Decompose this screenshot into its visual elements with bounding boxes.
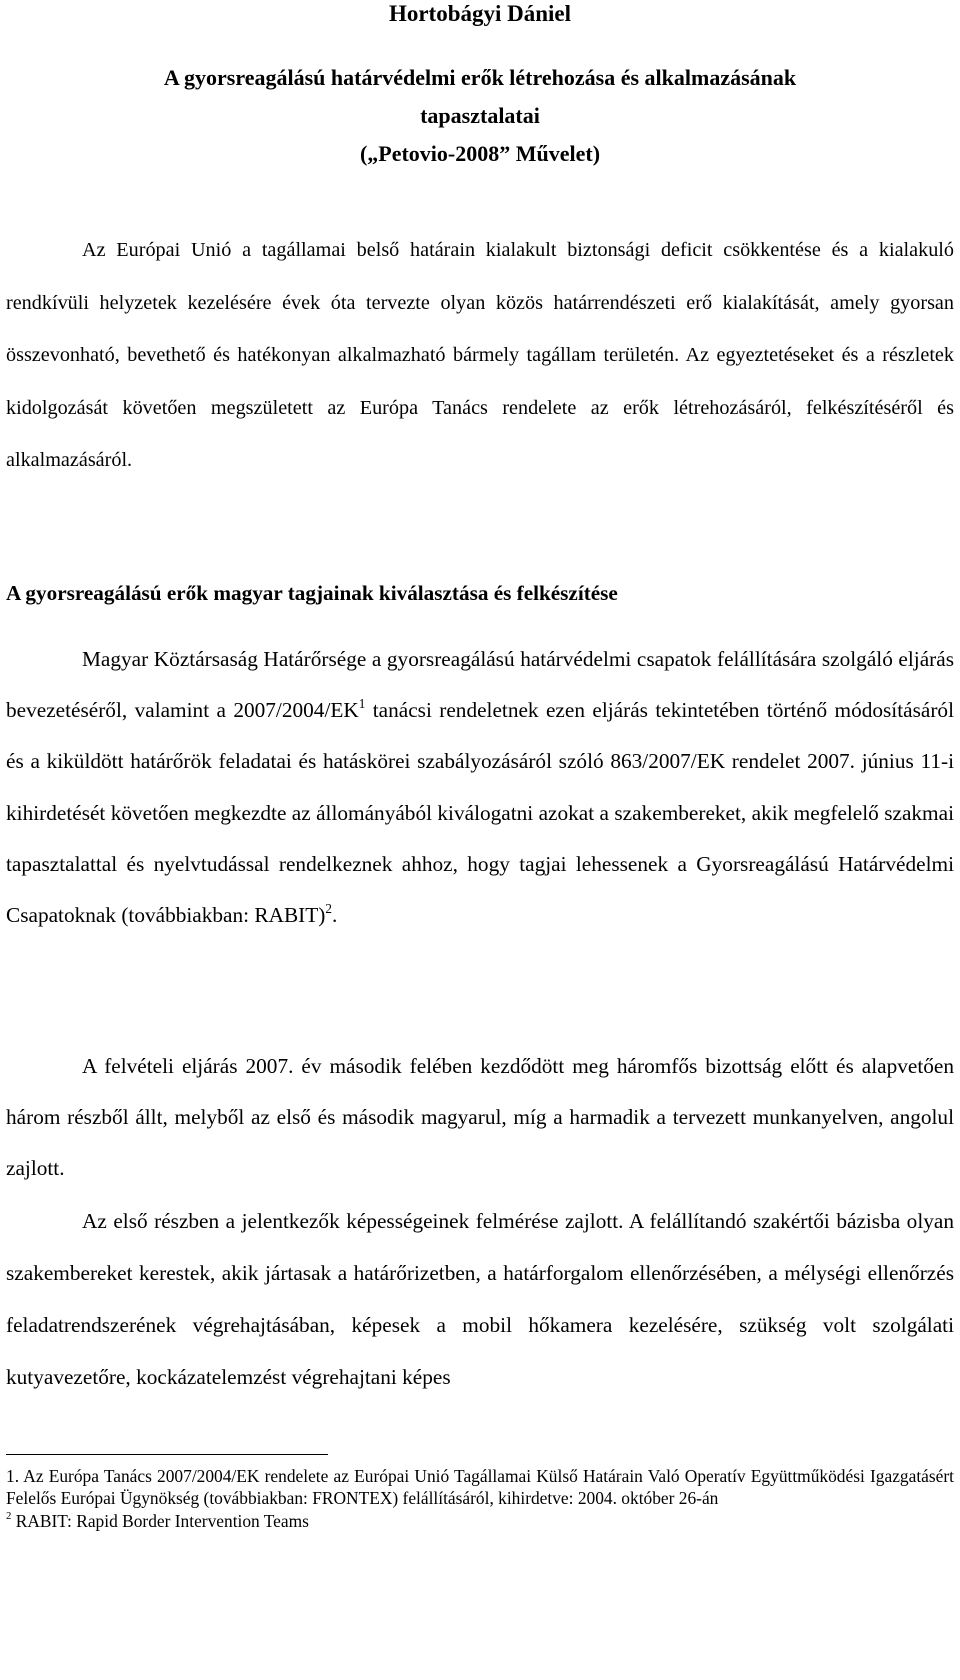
- footnotes: [6, 1465, 954, 1532]
- intro-paragraph: [6, 224, 954, 487]
- first-part-text: Az első részben a jelentkezők képességeinek felmérése zajlott. A felállítandó szakértői bázisba olyan szakembereket kerestek, akik jártasak a határőrizetben, a határforgalom ellenőrzésében, a mélységi ellenőrzés feladatrendszerének végrehajtásában, képesek a mobil hőkamera kezelésére, szükség volt szolgálati kutyavezetőre, kockázatelemzést végrehajtani képes: [6, 1209, 954, 1389]
- footnote-separator: [6, 1454, 328, 1455]
- admission-paragraph: [6, 1041, 954, 1195]
- document-title: [0, 59, 960, 173]
- footnote-1: [6, 1465, 954, 1510]
- admission-text: A felvételi eljárás 2007. év második felében kezdődött meg háromfős bizottság előtt és alapvetően három részből állt, melyből az első és második magyarul, míg a harmadik a tervezett munkanyelven, angolul zajlott.: [6, 1054, 954, 1181]
- footnote-2: [6, 1510, 954, 1532]
- title-line-3: („Petovio-2008” Művelet): [359, 141, 601, 166]
- selection-text-part1: Magyar Köztársaság Határőrsége a gyorsreagálású határvédelmi csapatok felállítására szolgáló eljárás bevezetéséről, valamint a 2007/2004/EK: [6, 647, 954, 723]
- first-part-paragraph: [6, 1195, 954, 1403]
- section-heading: A gyorsreagálású erők magyar tagjainak kiválasztása és felkészítése: [6, 581, 618, 605]
- footnote-1-number: 1.: [6, 1466, 20, 1486]
- footnote-1-text: Az Európa Tanács 2007/2004/EK rendelete az Európai Unió Tagállamai Külső Határain Való Operatív Együttműködési Igazgatásért Felelős Európai Ügynökség (továbbiakban: FRONTEX) felállításáról, kihirdetve: 2004. október 26-án: [6, 1466, 954, 1509]
- selection-text-end: .: [331, 903, 338, 928]
- title-line-2: tapasztalatai: [420, 103, 540, 128]
- footnote-ref-2[interactable]: 2: [325, 901, 332, 917]
- selection-paragraph: [6, 634, 954, 941]
- footnote-ref-1[interactable]: 1: [358, 696, 366, 712]
- selection-text-part2: tanácsi rendeletnek ezen eljárás tekintetében történő módosításáról és a kiküldött határőrök feladatai és hatáskörei szabályozásáról szóló 863/2007/EK rendelet 2007. június 11-i kihirdetését követően megkezdte az állományából kiválogatni azokat a szakembereket, akik megfelelő szakmai tapasztalattal és nyelvtudással rendelkeznek ahhoz, hogy tagjai lehessenek a Gyorsreagálású Határvédelmi Csapatoknak (továbbiakban: RABIT): [6, 698, 954, 928]
- intro-text: Az Európai Unió a tagállamai belső határain kialakult biztonsági deficit csökkentése és a kialakuló rendkívüli helyzetek kezelésére évek óta tervezte olyan közös határrendészeti erő kialakítását, amely gyorsan összevonható, bevethető és hatékonyan alkalmazható bármely tagállam területén. Az egyeztetéseket és a részletek kidolgozását követően megszületett az Európa Tanács rendelete az erők létrehozásáról, felkészítéséről és alkalmazásáról.: [6, 239, 954, 471]
- author-name: Hortobágyi Dániel: [388, 1, 572, 26]
- footnote-2-text: RABIT: Rapid Border Intervention Teams: [11, 1510, 309, 1531]
- footnote-2-number: 2: [6, 1510, 12, 1523]
- title-line-1: A gyorsreagálású határvédelmi erők létrehozása és alkalmazásának: [163, 65, 797, 90]
